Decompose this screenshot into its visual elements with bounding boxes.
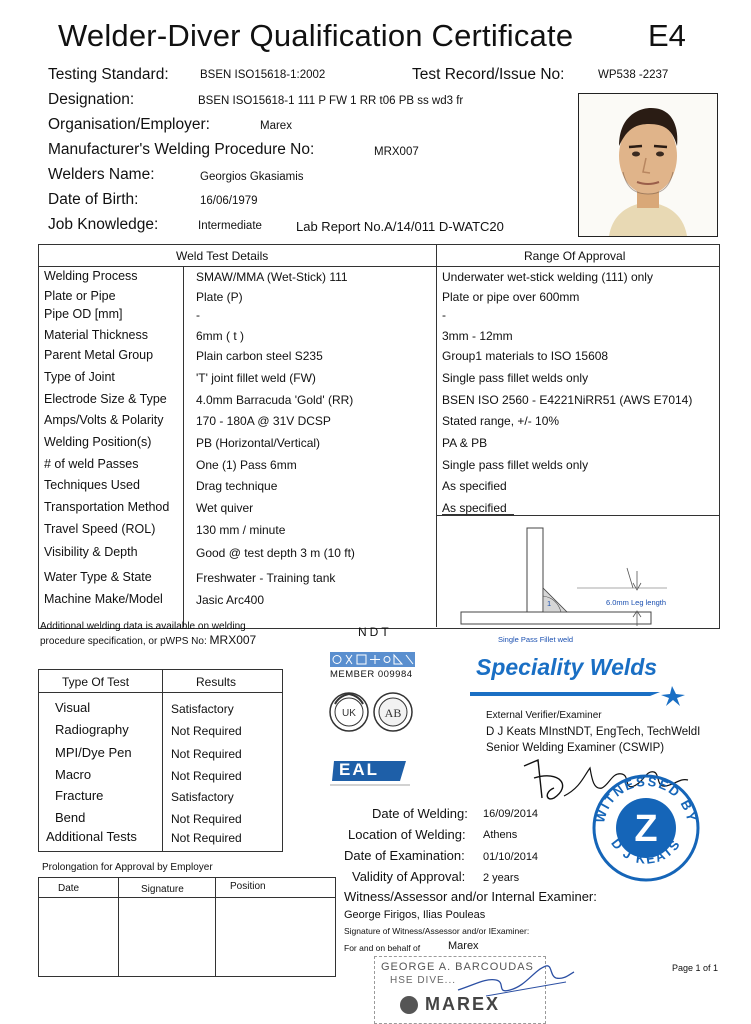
welders-name-label: Welders Name: bbox=[48, 166, 155, 183]
job-knowledge-value: Intermediate bbox=[198, 220, 262, 232]
certificate-title: Welder-Diver Qualification Certificate bbox=[58, 18, 574, 53]
weld-table-header-rule bbox=[38, 266, 719, 267]
weld-row-value: 130 mm / minute bbox=[196, 523, 286, 537]
tests-header-result: Results bbox=[196, 675, 237, 689]
weld-row-value: - bbox=[196, 308, 200, 322]
additional-data-line2-text: procedure specification, or pWPS No: bbox=[40, 636, 207, 647]
test-record-label: Test Record/Issue No: bbox=[412, 66, 565, 83]
weld-row-label: Welding Position(s) bbox=[44, 435, 152, 449]
weld-row-label: Water Type & State bbox=[44, 570, 152, 584]
test-result: Not Required bbox=[171, 812, 242, 826]
procedure-label: Manufacturer's Welding Procedure No: bbox=[48, 141, 315, 158]
weld-row-value: Plain carbon steel S235 bbox=[196, 349, 323, 363]
company-stamp-line1: GEORGE A. BARCOUDAS bbox=[381, 961, 534, 973]
signature-line: Signature of Witness/Assessor and/or IExaminer: bbox=[344, 926, 530, 936]
weld-row-value: Good @ test depth 3 m (10 ft) bbox=[196, 546, 355, 560]
weld-row-range: Group1 materials to ISO 15608 bbox=[442, 349, 609, 363]
weld-row-value: 4.0mm Barracuda 'Gold' (RR) bbox=[196, 393, 354, 407]
organisation-label: Organisation/Employer: bbox=[48, 116, 210, 133]
test-record-value: WP538 -2237 bbox=[598, 69, 669, 81]
weld-row-value: 6mm ( t ) bbox=[196, 329, 244, 343]
certificate-code: E4 bbox=[648, 18, 686, 53]
behalf-value: Marex bbox=[448, 940, 479, 952]
svg-text:AB: AB bbox=[384, 706, 402, 720]
fillet-weld-diagram bbox=[437, 516, 718, 626]
weld-row-range: PA & PB bbox=[442, 436, 488, 450]
weld-row-value: PB (Horizontal/Vertical) bbox=[196, 436, 321, 450]
verifier-role: External Verifier/Examiner bbox=[486, 710, 602, 721]
lab-report: Lab Report No.A/14/011 D-WATC20 bbox=[296, 219, 504, 234]
test-type: Bend bbox=[55, 810, 86, 825]
location-label: Location of Welding: bbox=[348, 827, 466, 842]
test-type: Visual bbox=[55, 700, 91, 715]
weld-row-label: Machine Make/Model bbox=[44, 592, 163, 606]
testing-standard-value: BSEN ISO15618-1:2002 bbox=[200, 69, 326, 81]
prolongation-header-rule bbox=[38, 897, 335, 898]
test-type: Additional Tests bbox=[46, 829, 137, 844]
date-exam-value: 01/10/2014 bbox=[483, 851, 539, 863]
verifier-name: D J Keats MInstNDT, EngTech, TechWeldI bbox=[486, 726, 701, 738]
weld-row-range: Plate or pipe over 600mm bbox=[442, 290, 580, 304]
weld-row-label: Electrode Size & Type bbox=[44, 392, 167, 406]
witness-stamp-letter: Z bbox=[634, 808, 658, 850]
tests-table-divider bbox=[162, 669, 163, 851]
prolongation-col-position: Position bbox=[230, 881, 266, 892]
test-type: Fracture bbox=[55, 788, 104, 803]
date-welding-value: 16/09/2014 bbox=[483, 808, 539, 820]
weld-row-range: BSEN ISO 2560 - E4221NiRR51 (AWS E7014) bbox=[442, 393, 693, 407]
job-knowledge-label: Job Knowledge: bbox=[48, 216, 159, 233]
portrait-image bbox=[579, 94, 717, 236]
range-of-approval-header: Range Of Approval bbox=[524, 249, 626, 263]
accreditation-seals bbox=[327, 690, 417, 735]
weld-row-label: Material Thickness bbox=[44, 328, 148, 342]
additional-data-pwps: MRX007 bbox=[209, 633, 257, 647]
company-stamp-logo: MAREX bbox=[425, 994, 501, 1014]
prolongation-title: Prolongation for Approval by Employer bbox=[42, 862, 213, 873]
date-exam-label: Date of Examination: bbox=[344, 848, 465, 863]
test-result: Not Required bbox=[171, 831, 242, 845]
diagram-angle-mark: 1 bbox=[547, 599, 552, 608]
behalf-label: For and on behalf of bbox=[344, 943, 421, 953]
weld-row-range: Stated range, +/- 10% bbox=[442, 414, 560, 428]
weld-test-details-header: Weld Test Details bbox=[176, 249, 269, 263]
verifier-title: Senior Welding Examiner (CSWIP) bbox=[486, 742, 665, 754]
company-signature bbox=[456, 960, 576, 1000]
witness-stamp-top-text: WITNESSED BY bbox=[592, 773, 700, 825]
weld-row-range: - bbox=[442, 308, 446, 322]
ndt-logo-text: NDT bbox=[358, 625, 392, 639]
witness-label: Witness/Assessor and/or Internal Examiner: bbox=[344, 889, 597, 904]
dob-label: Date of Birth: bbox=[48, 191, 139, 208]
prolongation-divider-1 bbox=[118, 877, 119, 976]
ndt-member-number: MEMBER 009984 bbox=[330, 669, 413, 680]
weld-row-label: # of weld Passes bbox=[44, 457, 139, 471]
prolongation-col-date: Date bbox=[58, 883, 80, 894]
prolongation-table bbox=[38, 877, 336, 977]
weld-row-label: Techniques Used bbox=[44, 478, 140, 492]
dob-value: 16/06/1979 bbox=[200, 195, 258, 207]
tests-header-type: Type Of Test bbox=[62, 675, 130, 689]
weld-row-value: Wet quiver bbox=[196, 501, 254, 515]
svg-text:UK: UK bbox=[342, 708, 356, 719]
weld-row-value: 170 - 180A @ 31V DCSP bbox=[196, 414, 331, 428]
weld-row-value: Drag technique bbox=[196, 479, 278, 493]
weld-row-label: Amps/Volts & Polarity bbox=[44, 413, 164, 427]
witness-stamp bbox=[590, 772, 702, 884]
witness-value: George Firigos, Ilias Pouleas bbox=[344, 909, 486, 921]
test-type: MPI/Dye Pen bbox=[55, 745, 132, 760]
prolongation-divider-2 bbox=[215, 877, 216, 976]
eal-logo-text: EAL bbox=[339, 760, 379, 779]
weld-row-label: Visibility & Depth bbox=[44, 545, 138, 559]
diagram-leg-label: 6.0mm Leg length bbox=[606, 598, 667, 607]
date-welding-label: Date of Welding: bbox=[372, 806, 468, 821]
validity-label: Validity of Approval: bbox=[352, 869, 466, 884]
prolongation-col-signature: Signature bbox=[141, 884, 184, 895]
welders-name-value: Georgios Gkasiamis bbox=[200, 171, 304, 183]
location-value: Athens bbox=[483, 829, 518, 841]
weld-row-label: Type of Joint bbox=[44, 370, 115, 384]
weld-row-range: 3mm - 12mm bbox=[442, 329, 513, 343]
weld-row-value: Plate (P) bbox=[196, 290, 243, 304]
additional-data-line2 bbox=[40, 633, 256, 647]
designation-label: Designation: bbox=[48, 91, 135, 108]
diagram-caption: Single Pass Fillet weld bbox=[498, 635, 574, 644]
weld-row-label: Transportation Method bbox=[44, 500, 170, 514]
weld-row-label: Parent Metal Group bbox=[44, 348, 154, 362]
weld-row-range: Single pass fillet welds only bbox=[442, 371, 589, 385]
tests-table-header-rule bbox=[38, 692, 282, 693]
company-stamp-line2: HSE DIVE... bbox=[390, 975, 457, 986]
test-type: Macro bbox=[55, 767, 92, 782]
ndt-icon-strip bbox=[330, 652, 415, 667]
designation-value: BSEN ISO15618-1 111 P FW 1 RR t06 PB ss wd3 fr bbox=[198, 95, 464, 107]
test-result: Not Required bbox=[171, 747, 242, 761]
weld-row-label: Pipe OD [mm] bbox=[44, 307, 123, 321]
test-result: Not Required bbox=[171, 724, 242, 738]
weld-row-label: Plate or Pipe bbox=[44, 289, 116, 303]
test-result: Satisfactory bbox=[171, 790, 234, 804]
weld-row-range: As specified bbox=[442, 479, 507, 493]
test-result: Satisfactory bbox=[171, 702, 234, 716]
additional-data-line1: Additional welding data is available on welding bbox=[40, 621, 246, 632]
weld-row-value: Jasic Arc400 bbox=[196, 593, 265, 607]
company-stamp-emblem bbox=[400, 996, 418, 1014]
test-result: Not Required bbox=[171, 769, 242, 783]
weld-row-value: Freshwater - Training tank bbox=[196, 571, 336, 585]
weld-row-value: SMAW/MMA (Wet-Stick) 111 bbox=[196, 270, 348, 284]
range-underline bbox=[442, 514, 514, 515]
page-number: Page 1 of 1 bbox=[672, 963, 719, 973]
validity-value: 2 years bbox=[483, 872, 520, 884]
speciality-welds-flare bbox=[470, 684, 695, 706]
weld-row-range: Single pass fillet welds only bbox=[442, 458, 589, 472]
witness-stamp-bottom-text: D J KEATS bbox=[608, 835, 684, 867]
procedure-value: MRX007 bbox=[374, 146, 419, 158]
welder-photo bbox=[578, 93, 718, 237]
weld-row-label: Travel Speed (ROL) bbox=[44, 522, 156, 536]
weld-row-range: Underwater wet-stick welding (111) only bbox=[442, 270, 653, 284]
test-type: Radiography bbox=[55, 722, 129, 737]
weld-row-range: As specified bbox=[442, 501, 507, 515]
weld-table-divider-1 bbox=[183, 267, 184, 627]
weld-row-label: Welding Process bbox=[44, 269, 138, 283]
weld-row-value: One (1) Pass 6mm bbox=[196, 458, 297, 472]
speciality-welds-logo: Speciality Welds bbox=[476, 654, 658, 680]
testing-standard-label: Testing Standard: bbox=[48, 66, 169, 83]
weld-row-value: 'T' joint fillet weld (FW) bbox=[196, 371, 316, 385]
organisation-value: Marex bbox=[260, 120, 292, 132]
